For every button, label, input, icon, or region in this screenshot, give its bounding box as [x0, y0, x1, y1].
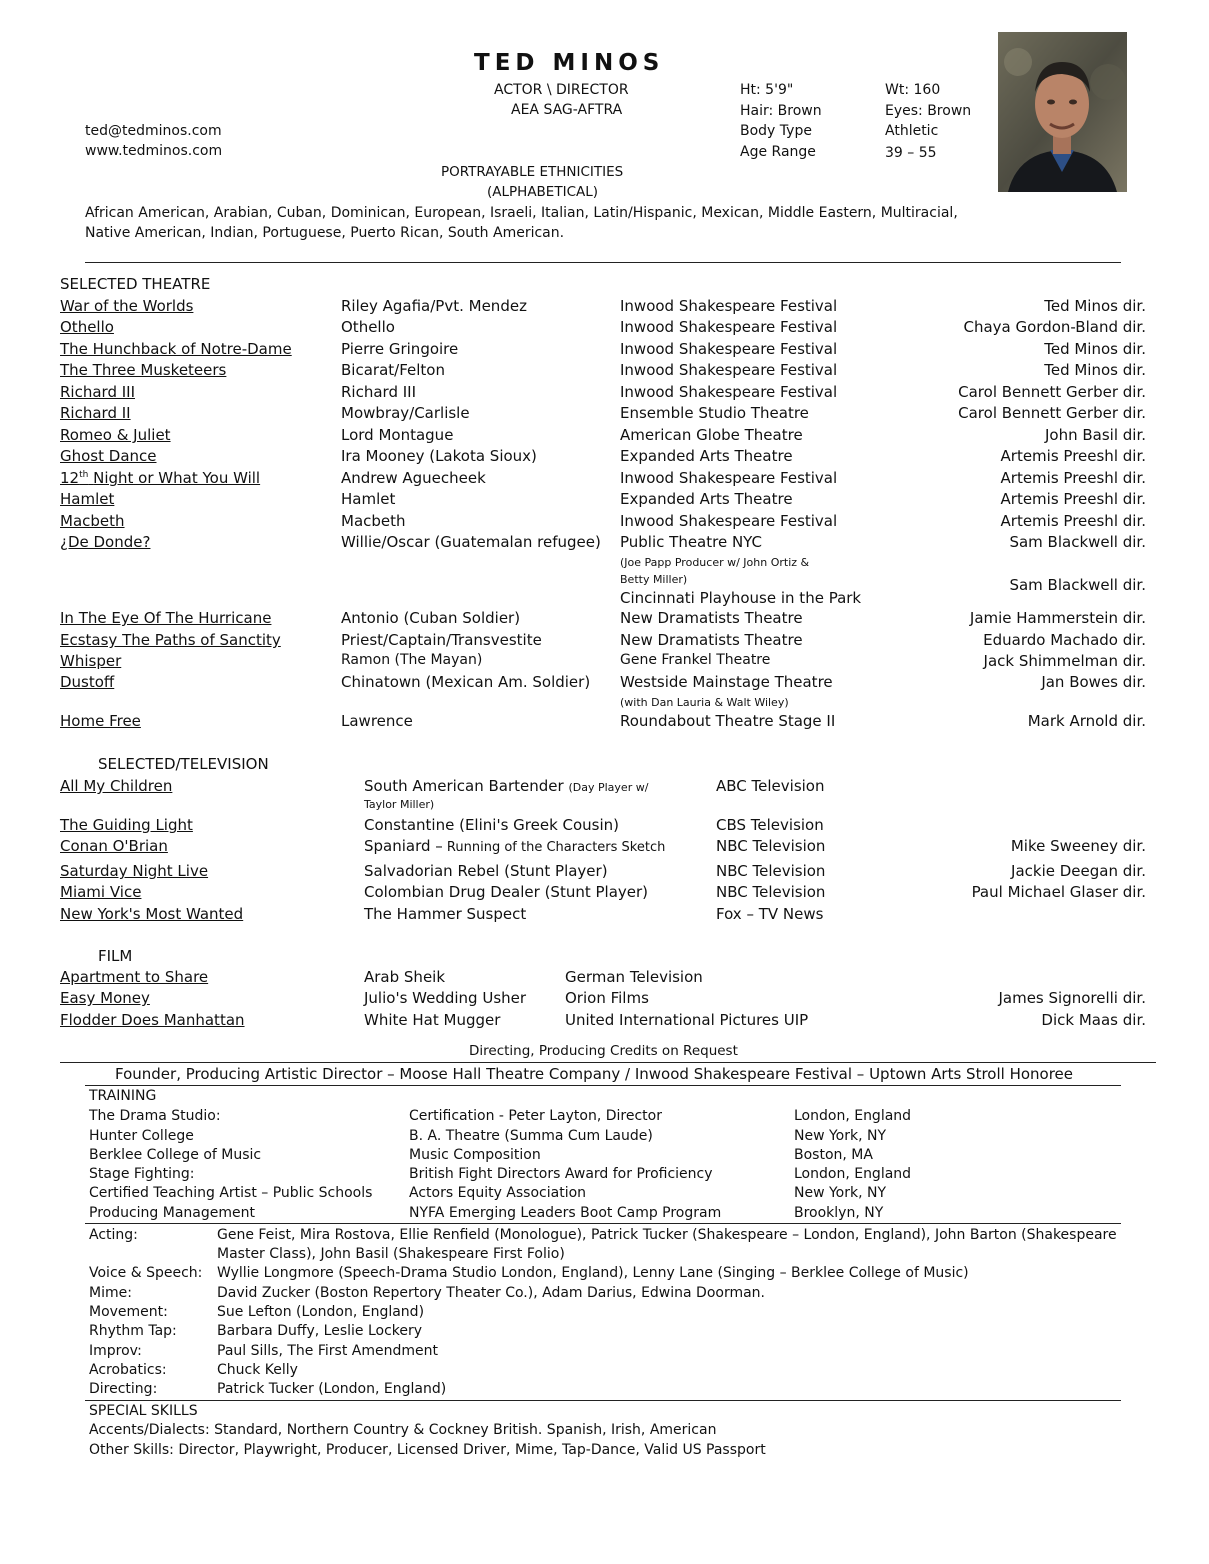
credit-role: Richard III — [341, 383, 416, 401]
teacher-label: Movement: — [89, 1304, 168, 1320]
credit-director: Carol Bennett Gerber dir. — [958, 383, 1146, 401]
credit-title: Richard III — [60, 383, 135, 401]
credit-role: White Hat Mugger — [364, 1011, 501, 1029]
credit-title: Whisper — [60, 652, 122, 670]
training-school: Certified Teaching Artist – Public Schools — [89, 1185, 373, 1201]
dedonde-venue-2: Cincinnati Playhouse in the Park — [620, 589, 862, 607]
credit-role — [364, 777, 648, 795]
teacher-label: Improv: — [89, 1343, 142, 1359]
credit-venue: New Dramatists Theatre — [620, 609, 803, 627]
credit-title: Richard II — [60, 404, 131, 422]
credit-director: Eduardo Machado dir. — [983, 631, 1146, 649]
training-location: London, England — [794, 1166, 912, 1182]
credit-title: New York's Most Wanted — [60, 905, 244, 923]
stat-eyes: Eyes: Brown — [885, 103, 972, 119]
credit-venue: Inwood Shakespeare Festival — [620, 361, 838, 379]
credit-title: Dustoff — [60, 673, 115, 691]
teacher-value: David Zucker (Boston Repertory Theater Co.), Adam Darius, Edwina Doorman. — [217, 1285, 766, 1301]
credit-director: Chaya Gordon-Bland dir. — [963, 318, 1146, 336]
stat-body-type-label: Body Type — [740, 123, 812, 139]
credit-role — [364, 816, 619, 834]
training-detail: NYFA Emerging Leaders Boot Camp Program — [409, 1205, 722, 1221]
credit-director: James Signorelli dir. — [998, 989, 1146, 1007]
website-link[interactable]: www.tedminos.com — [85, 143, 223, 159]
teacher-label: Acrobatics: — [89, 1362, 167, 1378]
credit-role-main: South American Bartender — [364, 777, 564, 795]
training-detail: Actors Equity Association — [409, 1185, 587, 1201]
credit-role: Antonio (Cuban Soldier) — [341, 609, 521, 627]
acting-label: Acting: — [89, 1227, 138, 1243]
credit-venue: Westside Mainstage Theatre — [620, 673, 833, 691]
headshot-image — [998, 32, 1127, 192]
founder-line: Founder, Producing Artistic Director – Moose Hall Theatre Company / Inwood Shakespeare Festival – Uptown Arts Stroll Honoree — [115, 1065, 1074, 1083]
dedonde-note-2: Betty Miller) — [620, 573, 688, 586]
credit-venue: Inwood Shakespeare Festival — [620, 297, 838, 315]
stat-weight: Wt: 160 — [885, 82, 941, 98]
credit-director: Jan Bowes dir. — [1041, 673, 1146, 691]
training-location: New York, NY — [794, 1185, 887, 1201]
credit-director: Sam Blackwell dir. — [1009, 533, 1146, 551]
credit-title: Apartment to Share — [60, 968, 209, 986]
credit-title: Macbeth — [60, 512, 125, 530]
credit-director: Ted Minos dir. — [1044, 297, 1146, 315]
credit-role: Bicarat/Felton — [341, 361, 445, 379]
credit-role: Willie/Oscar (Guatemalan refugee) — [341, 533, 601, 551]
credit-venue: American Globe Theatre — [620, 426, 803, 444]
directing-note: Directing, Producing Credits on Request — [469, 1043, 738, 1059]
credit-director: Jamie Hammerstein dir. — [969, 609, 1146, 627]
stat-age: 39 – 55 — [885, 145, 937, 161]
actor-role: ACTOR \ DIRECTOR — [494, 82, 629, 98]
credit-title: In The Eye Of The Hurricane — [60, 609, 272, 627]
training-school: Producing Management — [89, 1205, 255, 1221]
stat-height: Ht: 5'9" — [740, 82, 794, 98]
credit-title: The Hunchback of Notre-Dame — [60, 340, 292, 358]
credit-role-main: Salvadorian Rebel (Stunt Player) — [364, 862, 608, 880]
credit-network: Fox – TV News — [716, 905, 824, 923]
credit-title: Hamlet — [60, 490, 115, 508]
divider-founder — [60, 1062, 1156, 1063]
divider-skills — [85, 1400, 1121, 1401]
credit-role: Macbeth — [341, 512, 406, 530]
credit-title: Saturday Night Live — [60, 862, 209, 880]
training-detail: Certification - Peter Layton, Director — [409, 1108, 662, 1124]
ethnicities-line-2: Native American, Indian, Portuguese, Puerto Rican, South American. — [85, 225, 565, 241]
credit-company: Orion Films — [565, 989, 649, 1007]
teacher-label: Rhythm Tap: — [89, 1323, 177, 1339]
credit-director: Artemis Preeshl dir. — [1000, 469, 1146, 487]
credit-network: ABC Television — [716, 777, 825, 795]
credit-role — [364, 862, 608, 880]
credit-role-note-2: Taylor Miller) — [364, 798, 435, 811]
skills-heading: SPECIAL SKILLS — [89, 1403, 198, 1419]
credit-venue: Gene Frankel Theatre — [620, 652, 771, 668]
credit-title: Miami Vice — [60, 883, 142, 901]
credit-role-note: Running of the Characters Sketch — [442, 840, 666, 855]
training-school: Hunter College — [89, 1128, 194, 1144]
training-detail: B. A. Theatre (Summa Cum Laude) — [409, 1128, 653, 1144]
teacher-label: Voice & Speech: — [89, 1265, 203, 1281]
credit-title: Home Free — [60, 712, 141, 730]
training-location: New York, NY — [794, 1128, 887, 1144]
acting-line-2: Master Class), John Basil (Shakespeare First Folio) — [217, 1246, 565, 1262]
credit-role-main: Spaniard – — [364, 837, 443, 855]
credit-director: Dick Maas dir. — [1041, 1011, 1146, 1029]
credit-role: Julio's Wedding Usher — [364, 989, 527, 1007]
training-location: Brooklyn, NY — [794, 1205, 884, 1221]
training-location: London, England — [794, 1108, 912, 1124]
credit-role: Ramon (The Mayan) — [341, 652, 483, 668]
training-location: Boston, MA — [794, 1147, 873, 1163]
training-heading: TRAINING — [89, 1088, 157, 1104]
skills-accents: Accents/Dialects: Standard, Northern Country & Cockney British. Spanish, Irish, American — [89, 1422, 717, 1438]
actor-unions: AEA SAG-AFTRA — [511, 102, 623, 118]
credit-venue: Inwood Shakespeare Festival — [620, 340, 838, 358]
credit-role: Lawrence — [341, 712, 413, 730]
credit-director: Ted Minos dir. — [1044, 340, 1146, 358]
credit-role: Lord Montague — [341, 426, 454, 444]
credit-venue: Ensemble Studio Theatre — [620, 404, 809, 422]
credit-director: Artemis Preeshl dir. — [1000, 447, 1146, 465]
credit-role: Pierre Gringoire — [341, 340, 459, 358]
credit-venue: Inwood Shakespeare Festival — [620, 383, 838, 401]
training-detail: British Fight Directors Award for Proficiency — [409, 1166, 713, 1182]
credit-role-main: The Hammer Suspect — [364, 905, 527, 923]
credit-role-note: (Day Player w/ — [568, 781, 649, 794]
credit-role-main: Colombian Drug Dealer (Stunt Player) — [364, 883, 649, 901]
credit-title: War of the Worlds — [60, 297, 194, 315]
ethnicities-subtitle: (ALPHABETICAL) — [487, 184, 599, 200]
credit-title: All My Children — [60, 777, 173, 795]
dedonde-note-1: (Joe Papp Producer w/ John Ortiz & — [620, 556, 810, 569]
credit-venue: Public Theatre NYC — [620, 533, 763, 551]
credit-title: ¿De Donde? — [60, 533, 151, 551]
credit-role: Ira Mooney (Lakota Sioux) — [341, 447, 537, 465]
credit-director: Paul Michael Glaser dir. — [971, 883, 1146, 901]
theatre-heading: SELECTED THEATRE — [60, 275, 211, 293]
credit-title — [60, 469, 260, 487]
credit-role: Priest/Captain/Transvestite — [341, 631, 542, 649]
credit-role: Riley Agafia/Pvt. Mendez — [341, 297, 527, 315]
teacher-value: Wyllie Longmore (Speech-Drama Studio London, England), Lenny Lane (Singing – Berklee College of Music) — [217, 1265, 969, 1281]
ethnicities-title: PORTRAYABLE ETHNICITIES — [441, 164, 624, 180]
credit-title: Ghost Dance — [60, 447, 157, 465]
credit-venue: Expanded Arts Theatre — [620, 490, 793, 508]
title-number: 12 — [60, 469, 80, 487]
credit-venue: Inwood Shakespeare Festival — [620, 512, 838, 530]
teacher-label: Directing: — [89, 1381, 158, 1397]
training-detail: Music Composition — [409, 1147, 541, 1163]
credit-role — [364, 905, 526, 923]
divider-header — [85, 262, 1121, 263]
credit-company: German Television — [565, 968, 703, 986]
credit-title: Othello — [60, 318, 114, 336]
credit-venue: Expanded Arts Theatre — [620, 447, 793, 465]
title-ordinal: th — [79, 470, 89, 480]
divider-training — [85, 1085, 1121, 1086]
credit-director: Jack Shimmelman dir. — [983, 652, 1146, 670]
dustoff-note: (with Dan Lauria & Walt Wiley) — [620, 696, 789, 709]
credit-company: United International Pictures UIP — [565, 1011, 809, 1029]
title-rest: Night or What You Will — [93, 469, 261, 487]
teacher-value: Barbara Duffy, Leslie Lockery — [217, 1323, 423, 1339]
credit-network: CBS Television — [716, 816, 824, 834]
acting-line-1: Gene Feist, Mira Rostova, Ellie Renfield (Monologue), Patrick Tucker (Shakespeare – London, England), John Barton (Shakespeare — [217, 1227, 1117, 1243]
stat-hair: Hair: Brown — [740, 103, 822, 119]
credit-director: Jackie Deegan dir. — [1011, 862, 1146, 880]
credit-title: Easy Money — [60, 989, 150, 1007]
credit-role: Arab Sheik — [364, 968, 446, 986]
teacher-value: Chuck Kelly — [217, 1362, 298, 1378]
stat-body-type: Athletic — [885, 123, 939, 139]
actor-name: TED MINOS — [474, 50, 665, 76]
teacher-value: Paul Sills, The First Amendment — [217, 1343, 438, 1359]
credit-title: Romeo & Juliet — [60, 426, 171, 444]
credit-director: Carol Bennett Gerber dir. — [958, 404, 1146, 422]
credit-role: Othello — [341, 318, 395, 336]
credit-network: NBC Television — [716, 862, 826, 880]
ethnicities-line-1: African American, Arabian, Cuban, Dominican, European, Israeli, Italian, Latin/Hispanic, Mexican, Middle Eastern, Multiracial, — [85, 205, 958, 221]
training-school: Stage Fighting: — [89, 1166, 195, 1182]
credit-director: Artemis Preeshl dir. — [1000, 512, 1146, 530]
credit-role — [364, 837, 665, 855]
credit-role: Chinatown (Mexican Am. Soldier) — [341, 673, 591, 691]
credit-role-main: Constantine (Elini's Greek Cousin) — [364, 816, 620, 834]
film-heading: FILM — [98, 947, 133, 965]
credit-role: Hamlet — [341, 490, 396, 508]
email-link[interactable]: ted@tedminos.com — [85, 123, 222, 139]
credit-director: Mark Arnold dir. — [1027, 712, 1146, 730]
credit-role — [364, 883, 648, 901]
credit-title: Ecstasy The Paths of Sanctity — [60, 631, 281, 649]
credit-role: Mowbray/Carlisle — [341, 404, 470, 422]
credit-role: Andrew Aguecheek — [341, 469, 486, 487]
credit-title: The Guiding Light — [60, 816, 193, 834]
credit-venue: New Dramatists Theatre — [620, 631, 803, 649]
credit-network: NBC Television — [716, 837, 826, 855]
teacher-value: Sue Lefton (London, England) — [217, 1304, 425, 1320]
training-school: Berklee College of Music — [89, 1147, 262, 1163]
credit-title: Conan O'Brian — [60, 837, 168, 855]
divider-teachers — [85, 1223, 1121, 1224]
training-school: The Drama Studio: — [89, 1108, 221, 1124]
credit-director: John Basil dir. — [1044, 426, 1146, 444]
credit-venue: Inwood Shakespeare Festival — [620, 318, 838, 336]
credit-director: Mike Sweeney dir. — [1010, 837, 1146, 855]
television-heading: SELECTED/TELEVISION — [98, 755, 269, 773]
credit-network: NBC Television — [716, 883, 826, 901]
skills-other: Other Skills: Director, Playwright, Producer, Licensed Driver, Mime, Tap-Dance, Valid US Passport — [89, 1442, 766, 1458]
credit-venue: Roundabout Theatre Stage II — [620, 712, 836, 730]
credit-title: The Three Musketeers — [60, 361, 227, 379]
teacher-value: Patrick Tucker (London, England) — [217, 1381, 447, 1397]
headshot-photo — [998, 32, 1127, 192]
teacher-label: Mime: — [89, 1285, 132, 1301]
credit-director: Artemis Preeshl dir. — [1000, 490, 1146, 508]
stat-age-label: Age Range — [740, 144, 816, 160]
credit-title: Flodder Does Manhattan — [60, 1011, 245, 1029]
dedonde-director-2: Sam Blackwell dir. — [1009, 576, 1146, 594]
credit-director: Ted Minos dir. — [1044, 361, 1146, 379]
credit-venue: Inwood Shakespeare Festival — [620, 469, 838, 487]
